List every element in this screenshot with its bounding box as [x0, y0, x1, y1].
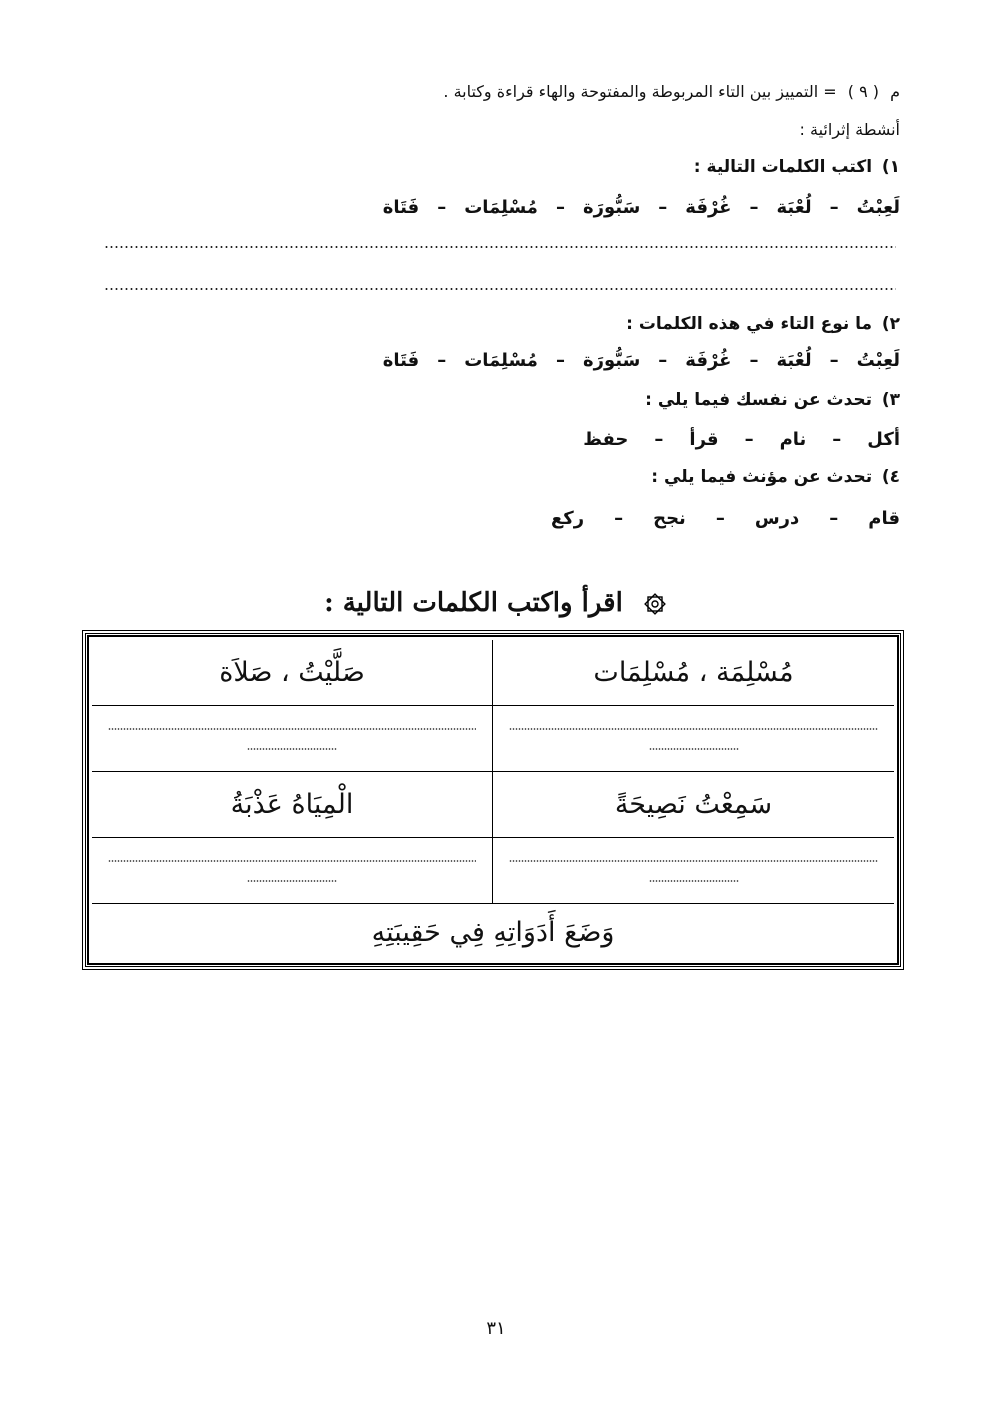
question-2-words	[383, 350, 900, 371]
question-2	[626, 314, 900, 334]
page-number: ٣١	[486, 1318, 506, 1339]
dash: –	[749, 197, 759, 218]
dash: –	[749, 350, 759, 371]
word: فَتَاة	[382, 197, 420, 218]
dash: –	[437, 350, 447, 371]
lesson-prefix: م	[890, 82, 900, 101]
dash: –	[829, 508, 839, 529]
question-3-text: تحدث عن نفسك فيما يلي :	[645, 390, 873, 410]
word: لَعِبْتُ	[856, 197, 900, 218]
answer-line[interactable]	[247, 748, 337, 750]
question-1	[694, 157, 900, 177]
word: درس	[754, 508, 800, 529]
dash: –	[829, 350, 839, 371]
question-4-number: ٤)	[881, 467, 900, 487]
answer-line[interactable]	[509, 860, 878, 862]
word: غُرْفَة	[685, 350, 732, 371]
question-2-number: ٢)	[881, 314, 900, 334]
word: لُعْبَة	[776, 197, 812, 218]
dash: –	[555, 350, 565, 371]
word: سَبُّورَة	[582, 197, 641, 218]
word: لُعْبَة	[776, 350, 812, 371]
words-table	[82, 630, 904, 970]
question-4-text: تحدث عن مؤنث فيما يلي :	[651, 467, 873, 487]
dash: –	[437, 197, 447, 218]
word: مُسْلِمَات	[464, 197, 538, 218]
table-cell-answer[interactable]	[92, 838, 493, 904]
table-cell-answer[interactable]	[493, 706, 894, 772]
table-sentence-text: وَضَعَ أَدَوَاتِهِ فِي حَقِيبَتِهِ	[371, 916, 615, 948]
table-cell-sentence	[92, 904, 894, 960]
lesson-header	[443, 82, 900, 101]
dash: –	[744, 429, 754, 450]
word: مُسْلِمَات	[464, 350, 538, 371]
table-cell-word	[493, 640, 894, 706]
dash: –	[555, 197, 565, 218]
answer-line[interactable]	[108, 728, 476, 730]
question-2-text: ما نوع التاء في هذه الكلمات :	[626, 314, 873, 334]
table-cell-word	[92, 772, 493, 838]
lesson-title: = التمييز بين التاء المربوطة والمفتوحة والهاء قراءة وكتابة .	[443, 82, 837, 101]
word: نام	[779, 429, 807, 450]
dash: –	[832, 429, 842, 450]
word: قرأ	[689, 429, 719, 450]
table-cell-answer[interactable]	[493, 838, 894, 904]
word: سَبُّورَة	[582, 350, 641, 371]
word: قام	[868, 508, 900, 529]
table-cell-word	[92, 640, 493, 706]
dash: –	[715, 508, 725, 529]
lesson-number: ( ٩ )	[847, 82, 879, 101]
table-cell-answer[interactable]	[92, 706, 493, 772]
question-4-words	[551, 508, 900, 529]
table-cell-word	[493, 772, 894, 838]
word: ركع	[550, 508, 585, 529]
question-1-number: ١)	[881, 157, 900, 177]
answer-line[interactable]	[104, 246, 896, 248]
dash: –	[658, 197, 668, 218]
question-3-words	[583, 429, 900, 450]
section-title	[0, 588, 992, 618]
word: غُرْفَة	[685, 197, 732, 218]
word: أكل	[867, 429, 900, 450]
table-word-text: سَمِعْتُ نَصِيحَةً	[614, 789, 773, 820]
dash: –	[614, 508, 624, 529]
question-3	[645, 390, 900, 410]
answer-line[interactable]	[509, 728, 878, 730]
dash: –	[829, 197, 839, 218]
table-word-text: صَلَّيْتُ ، صَلاَة	[219, 657, 365, 688]
answer-line[interactable]	[108, 860, 476, 862]
word: فَتَاة	[382, 350, 420, 371]
section-title-text: اقرأ واكتب الكلمات التالية :	[324, 588, 623, 618]
question-1-text: اكتب الكلمات التالية :	[693, 157, 873, 177]
word: لَعِبْتُ	[856, 350, 900, 371]
answer-line[interactable]	[649, 880, 739, 882]
question-4	[651, 467, 900, 487]
question-1-words	[383, 197, 900, 218]
answer-line[interactable]	[649, 748, 739, 750]
activities-heading: أنشطة إثرائية :	[799, 120, 900, 139]
dash: –	[658, 350, 668, 371]
ornament-star-icon	[642, 591, 668, 617]
question-3-number: ٣)	[881, 390, 900, 410]
word: حفظ	[583, 429, 629, 450]
answer-line[interactable]	[247, 880, 337, 882]
table-word-text: الْمِيَاهُ عَذْبَةُ	[230, 789, 354, 820]
answer-line[interactable]	[104, 288, 896, 290]
table-word-text: مُسْلِمَة ، مُسْلِمَات	[593, 657, 794, 688]
dash: –	[654, 429, 664, 450]
word: نجح	[653, 508, 686, 529]
